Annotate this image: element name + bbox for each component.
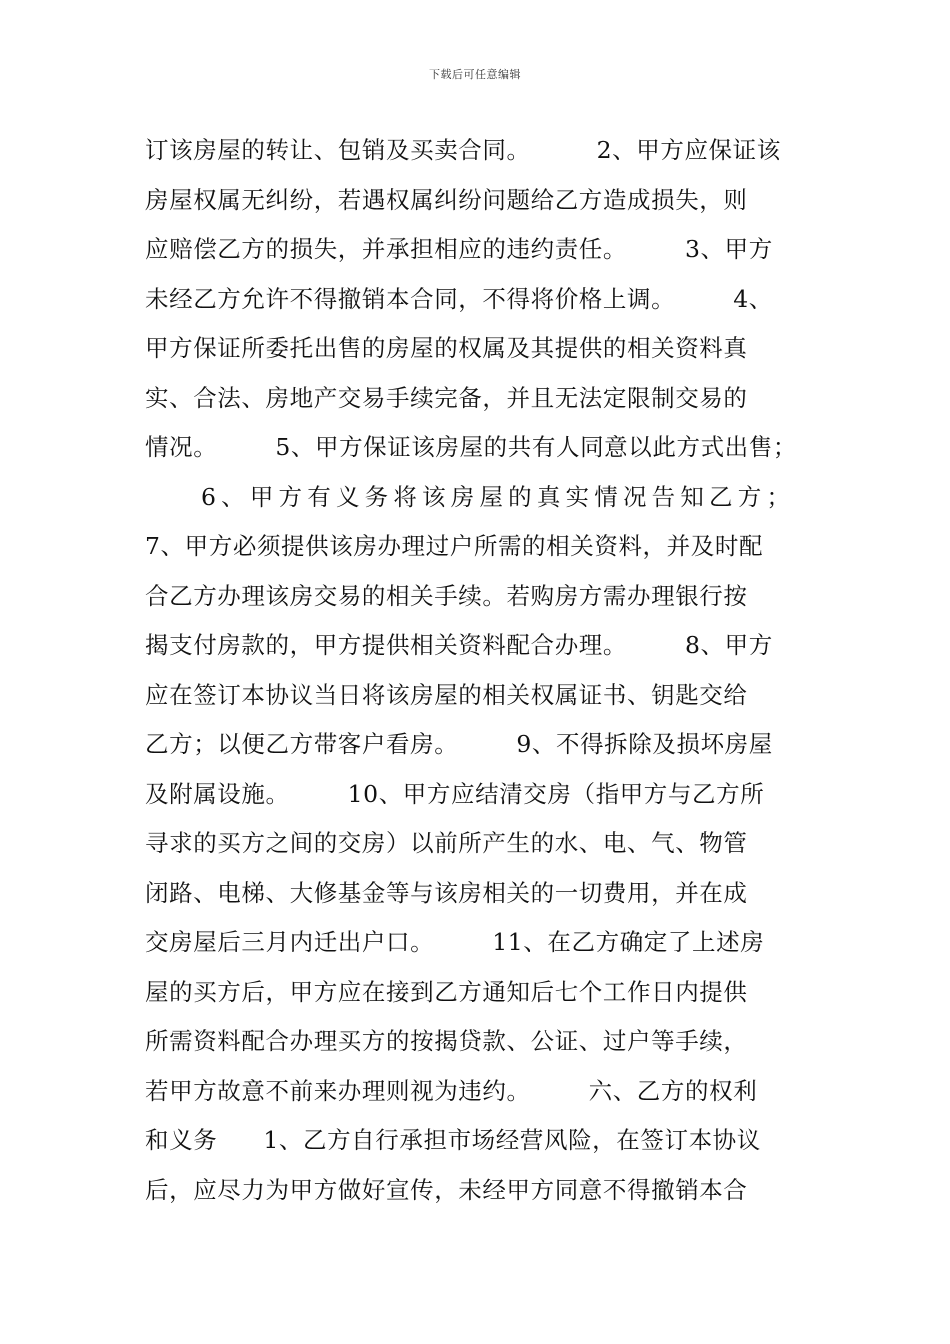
text-line: [145, 126, 825, 176]
text-segment: 实、合法、房地产交易手续完备，并且无法定限制交易的: [145, 383, 748, 412]
clause-start: 9、不得拆除及损坏房屋: [516, 730, 773, 758]
text-line: [145, 1067, 825, 1117]
text-segment: 未经乙方允许不得撤销本合同，不得将价格上调。: [145, 284, 676, 313]
text-line: [145, 1116, 825, 1166]
clause-start: 4、: [733, 284, 773, 313]
text-segment: 所需资料配合办理买方的按揭贷款、公证、过户等手续，: [145, 1027, 748, 1055]
text-segment: 交房屋后三月内迁出户口。: [145, 928, 435, 956]
text-line: [145, 324, 825, 374]
clause-start: 6、甲方有义务将该房屋的真实情况告知乙方；: [201, 482, 796, 511]
clause-start: 10、甲方应结清交房（指甲方与乙方所: [347, 779, 765, 808]
section-heading: 和义务: [145, 1126, 218, 1154]
text-line: [145, 720, 825, 770]
text-segment: 合乙方办理该房交易的相关手续。若购房方需办理银行按: [145, 581, 748, 610]
clause-start: 3、甲方: [685, 235, 773, 263]
text-line: [145, 671, 825, 721]
text-segment: 寻求的买方之间的交房）以前所产生的水、电、气、物管: [145, 829, 748, 857]
text-line: [145, 1166, 825, 1216]
text-line: [145, 275, 825, 325]
text-line: [145, 374, 825, 424]
text-line: [145, 473, 825, 523]
text-segment: 房屋权属无纠纷，若遇权属纠纷问题给乙方造成损失，则: [145, 185, 748, 214]
text-line: [145, 522, 825, 572]
text-segment: 屋的买方后，甲方应在接到乙方通知后七个工作日内提供: [145, 977, 748, 1006]
text-segment: 后，应尽力为甲方做好宣传，未经甲方同意不得撤销本合: [145, 1175, 748, 1204]
text-line: [145, 572, 825, 622]
clause-start: 2、甲方应保证该: [596, 136, 781, 164]
text-line: [145, 1017, 825, 1067]
clause-start: 1、乙方自行承担市场经营风险，在签订本协议: [263, 1126, 761, 1154]
text-line: [145, 968, 825, 1018]
text-segment: 揭支付房款的，甲方提供相关资料配合办理。: [145, 631, 627, 659]
text-line: [145, 819, 825, 869]
contract-body: [145, 126, 825, 1215]
clause-start: 8、甲方: [685, 631, 773, 659]
text-segment: 订该房屋的转让、包销及买卖合同。: [145, 136, 531, 164]
text-line: [145, 225, 825, 275]
clause-start: 11、在乙方确定了上述房: [492, 928, 765, 956]
clause-start: 7、甲方必须提供该房办理过户所需的相关资料，并及时配: [145, 532, 764, 560]
text-segment: 甲方保证所委托出售的房屋的权属及其提供的相关资料真: [145, 334, 748, 362]
text-segment: 若甲方故意不前来办理则视为违约。: [145, 1076, 531, 1105]
text-segment: 及附属设施。: [145, 779, 290, 808]
text-segment: 应赔偿乙方的损失，并承担相应的违约责任。: [145, 235, 627, 263]
text-segment: 闭路、电梯、大修基金等与该房相关的一切费用，并在成: [145, 878, 748, 907]
text-segment: 应在签订本协议当日将该房屋的相关权属证书、钥匙交给: [145, 680, 748, 709]
section-heading: 六、乙方的权利: [588, 1076, 758, 1105]
text-line: [145, 423, 825, 473]
text-line: [145, 869, 825, 919]
text-segment: 情况。: [145, 433, 218, 461]
clause-start: 5、甲方保证该房屋的共有人同意以此方式出售；: [275, 433, 797, 461]
text-line: [145, 176, 825, 226]
header-note: 下载后可任意编辑: [429, 68, 521, 81]
text-segment: 乙方；以便乙方带客户看房。: [145, 730, 459, 758]
text-line: [145, 770, 825, 820]
text-line: [145, 621, 825, 671]
text-line: [145, 918, 825, 968]
